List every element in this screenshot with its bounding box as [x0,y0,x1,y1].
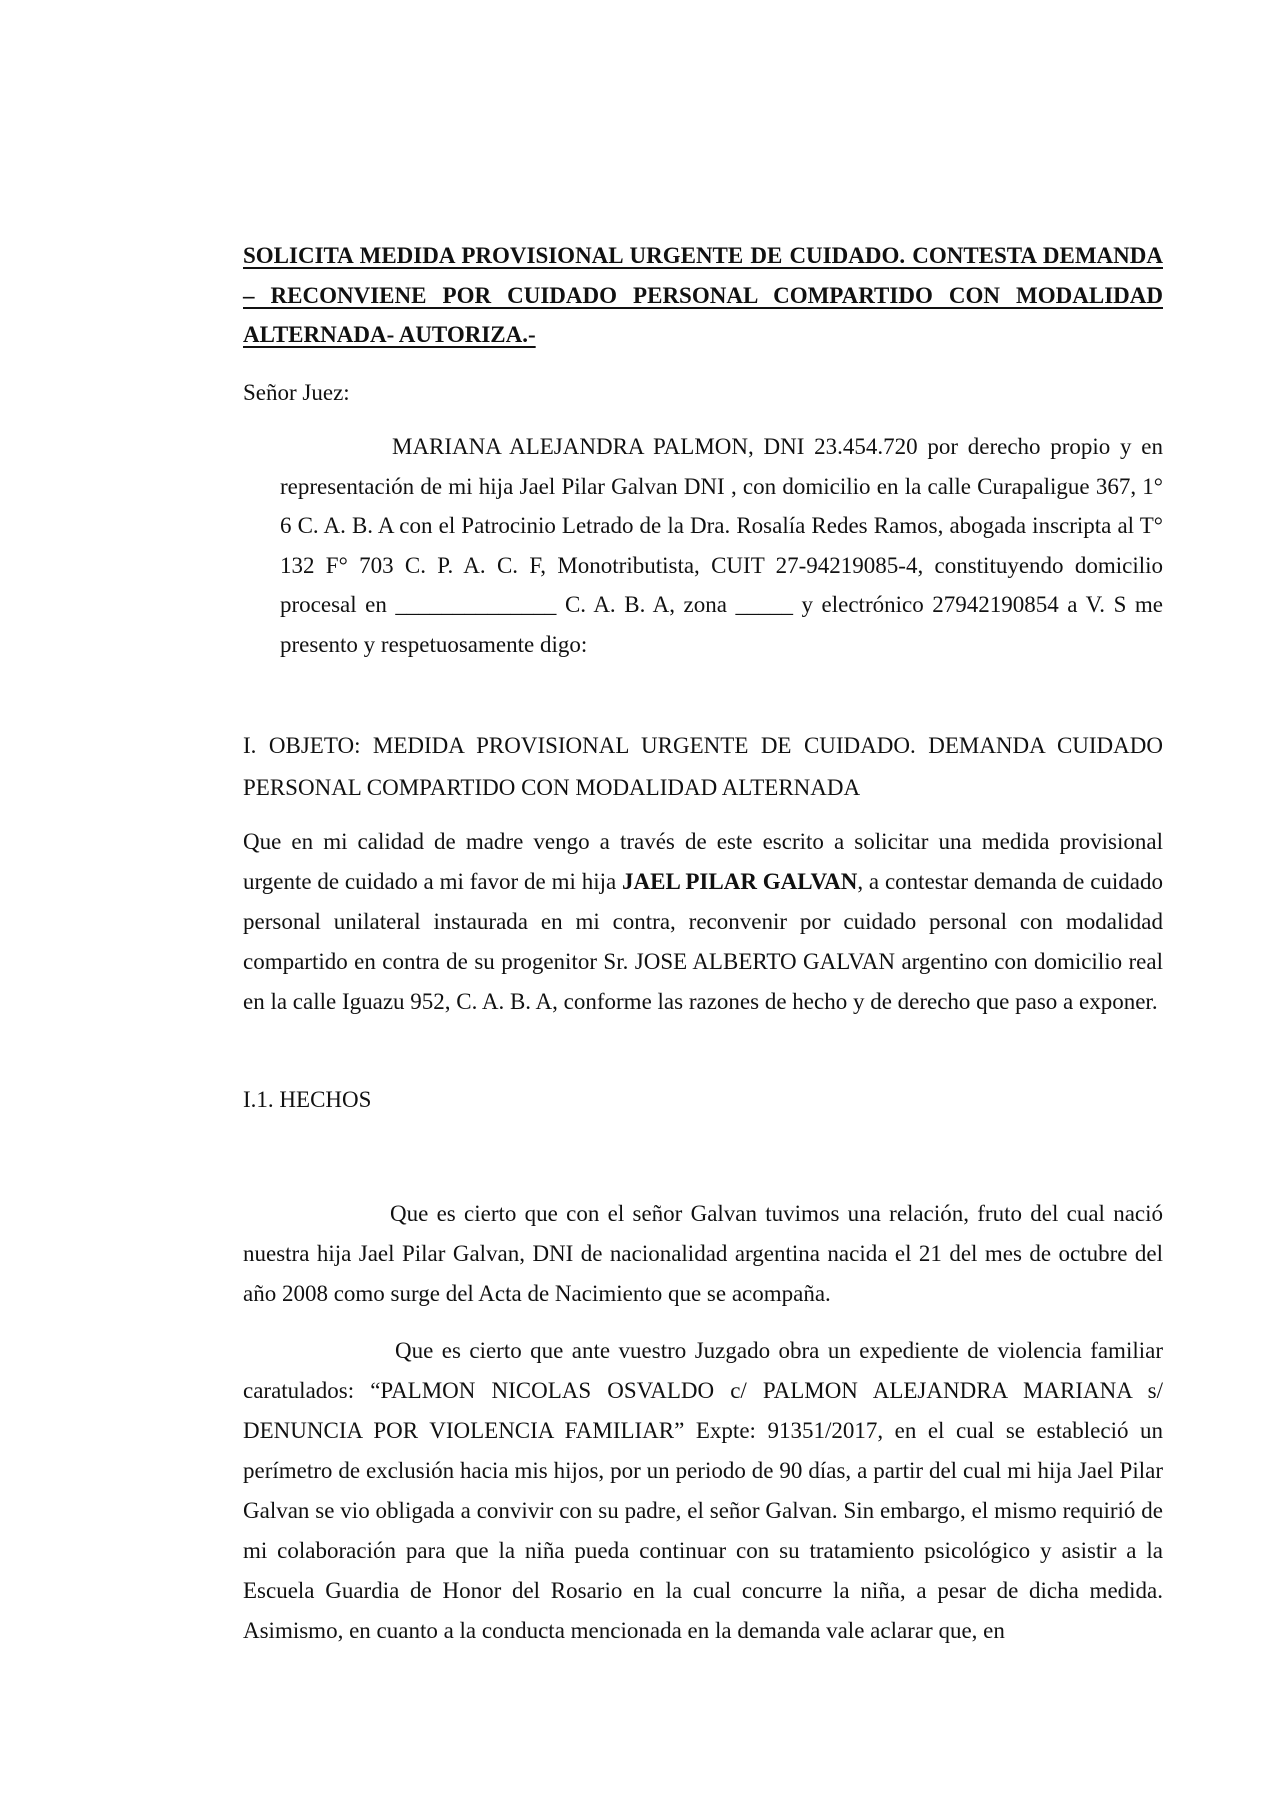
hechos-paragraph-1 [243,1194,1163,1314]
subheading-text: I.1. HECHOS [243,1087,372,1112]
section-heading-text: I. OBJETO: MEDIDA PROVISIONAL URGENTE DE CUIDADO. DEMANDA CUIDADO PERSONAL COMPARTIDO CON MODALIDAD ALTERNADA [243,733,1163,800]
intro-paragraph [280,427,1163,664]
hechos-paragraph-1-text: Que es cierto que con el señor Galvan tuvimos una relación, fruto del cual nació nuestra hija Jael Pilar Galvan, DNI de nacionalidad argentina nacida el 21 del mes de octubre del año 2008 como surge del Acta de Nacimiento que se acompaña. [243,1201,1163,1306]
objeto-text-before: Que en mi calidad de madre vengo a través de este escrito a solicitar una medida provisional urgente de cuidado a mi favor de mi hija [243,829,1163,894]
greeting-text: Señor Juez: [243,380,350,405]
child-name-bold: JAEL PILAR GALVAN [622,869,858,894]
intro-text: MARIANA ALEJANDRA PALMON, DNI 23.454.720 por derecho propio y en representación de mi hija Jael Pilar Galvan DNI , con domicilio en la calle Curapaligue 367, 1° 6 C. A. B. A con el Patrocinio Letrado de la Dra. Rosalía Redes Ramos, abogada inscripta al T° 132 F° 703 C. P. A. C. F, Monotributista, CUIT 27-94219085-4, constituyendo domicilio procesal en ______________ C. A. B. A, zona _____ y electrónico 27942190854 a V. S me presento y respetuosamente digo: [280,434,1163,657]
section-heading-hechos [243,1080,1163,1120]
greeting [243,373,1163,413]
hechos-paragraph-2-text: Que es cierto que ante vuestro Juzgado obra un expediente de violencia familiar caratulados: “PALMON NICOLAS OSVALDO c/ PALMON ALEJANDRA MARIANA s/ DENUNCIA POR VIOLENCIA FAMILIAR” Expte: 91351/2017, en el cual se estableció un perímetro de exclusión hacia mis hijos, por un periodo de 90 días, a partir del cual mi hija Jael Pilar Galvan se vio obligada a convivir con su padre, el señor Galvan. Sin embargo, el mismo requirió de mi colaboración para que la niña pueda continuar con su tratamiento psicológico y asistir a la Escuela Guardia de Honor del Rosario en la cual concurre la niña, a pesar de dicha medida. Asimismo, en cuanto a la conducta mencionada en la demanda vale aclarar que, en [243,1338,1163,1643]
section-heading-objeto [243,725,1163,809]
hechos-paragraph-2 [243,1331,1163,1651]
objeto-paragraph [243,822,1163,1022]
document-title-text: SOLICITA MEDIDA PROVISIONAL URGENTE DE CUIDADO. CONTESTA DEMANDA – RECONVIENE POR CUIDADO PERSONAL COMPARTIDO CON MODALIDAD ALTERNADA- AUTORIZA.- [243,243,1163,347]
document-title [243,236,1163,355]
objeto-text-after: , a contestar demanda de cuidado personal unilateral instaurada en mi contra, reconvenir por cuidado personal con modalidad compartido en contra de su progenitor Sr. JOSE ALBERTO GALVAN argentino con domicilio real en la calle Iguazu 952, C. A. B. A, conforme las razones de hecho y de derecho que paso a exponer. [243,869,1164,1014]
